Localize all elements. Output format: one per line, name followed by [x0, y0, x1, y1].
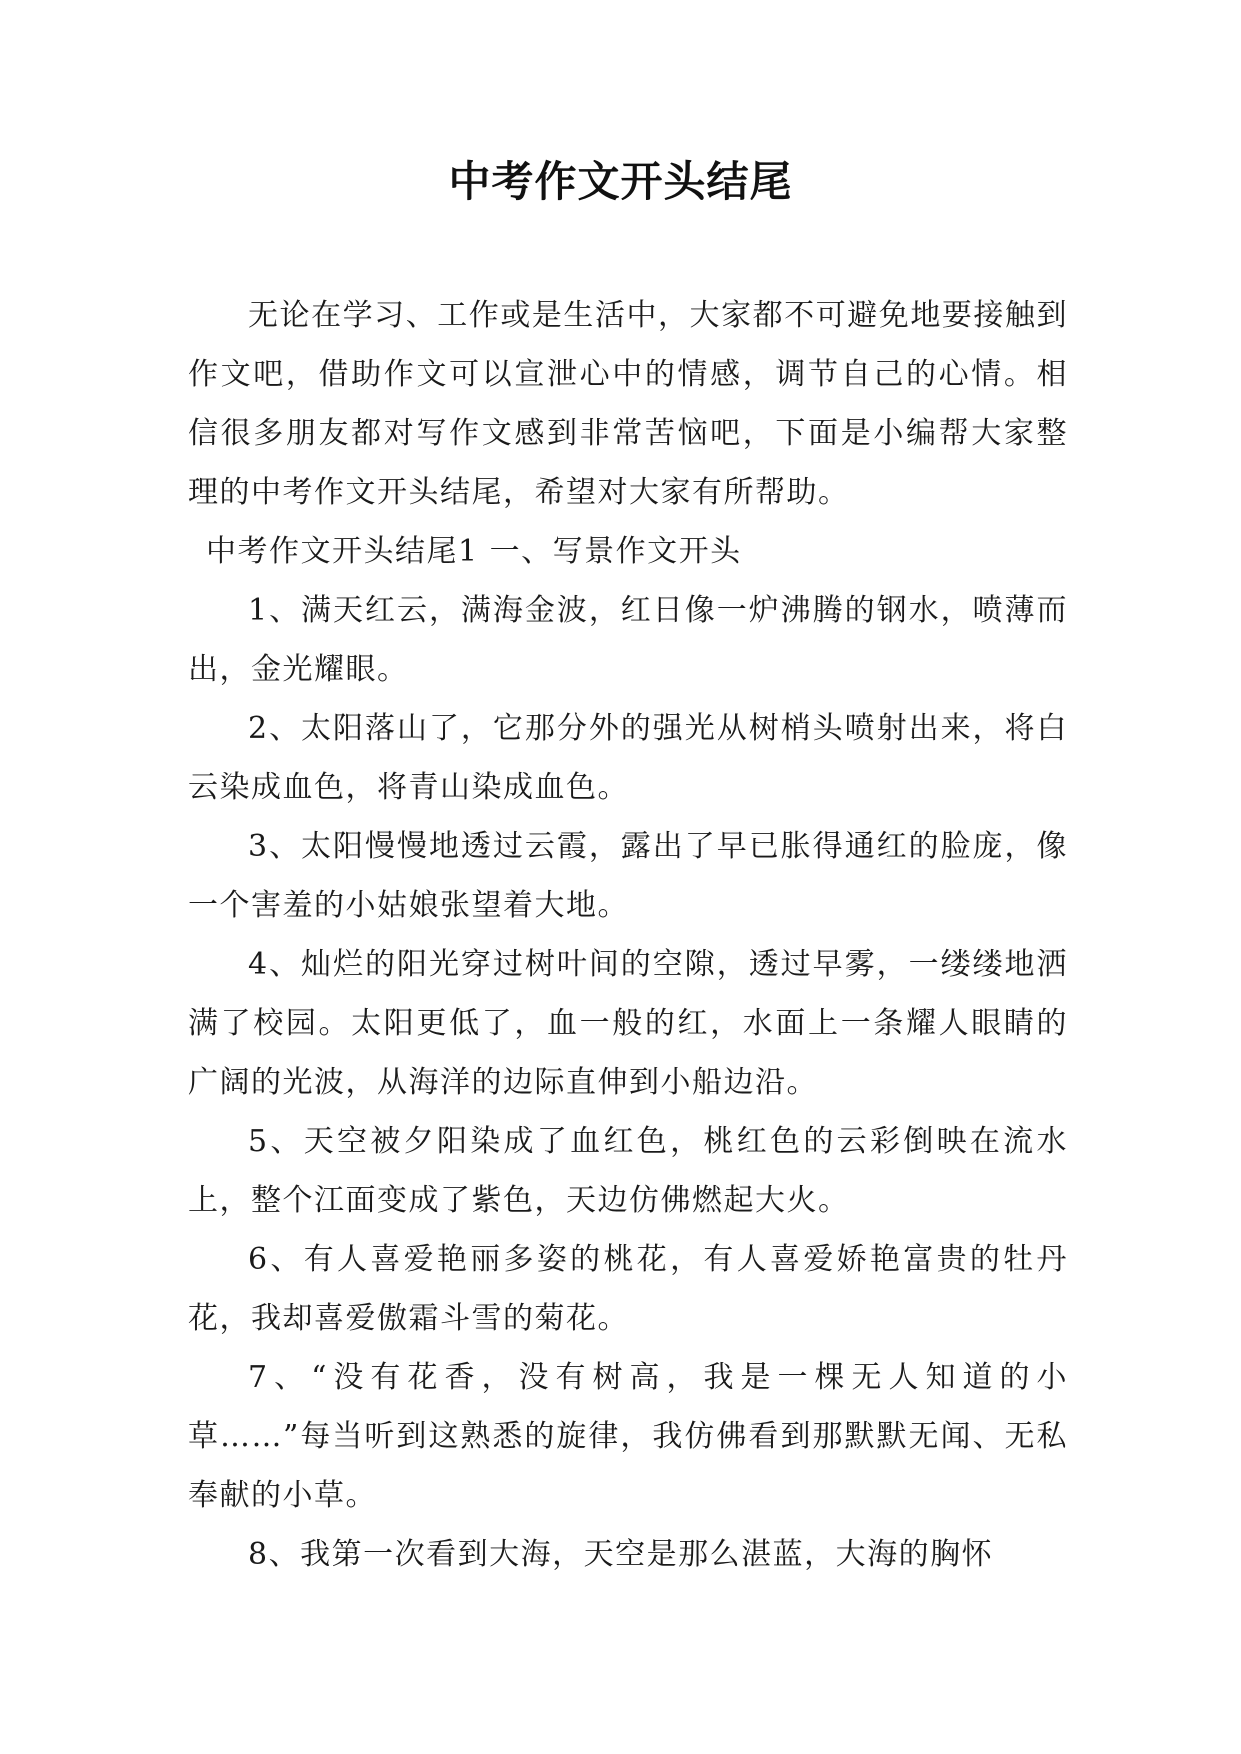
list-item: 6、有人喜爱艳丽多姿的桃花，有人喜爱娇艳富贵的牡丹花，我却喜爱傲霜斗雪的菊花。 [188, 1242, 1068, 1336]
list-item: 4、灿烂的阳光穿过树叶间的空隙，透过早雾，一缕缕地洒满了校园。太阳更低了，血一般的红，水面上一条耀人眼睛的广阔的光波，从海洋的边际直伸到小船边沿。 [188, 947, 1068, 1100]
document-title: 中考作文开头结尾 [448, 157, 793, 206]
intro-paragraph: 无论在学习、工作或是生活中，大家都不可避免地要接触到作文吧，借助作文可以宣泄心中的情感，调节自己的心情。相信很多朋友都对写作文感到非常苦恼吧，下面是小编帮大家整理的中考作文开头结尾，希望对大家有所帮助。 [188, 298, 1068, 510]
list-item: 3、太阳慢慢地透过云霞，露出了早已胀得通红的脸庞，像一个害羞的小姑娘张望着大地。 [188, 829, 1068, 923]
list-item: 1、满天红云，满海金波，红日像一炉沸腾的钢水，喷薄而出，金光耀眼。 [188, 593, 1068, 687]
list-item: 5、天空被夕阳染成了血红色，桃红色的云彩倒映在流水上，整个江面变成了紫色，天边仿佛燃起大火。 [188, 1124, 1068, 1218]
section-heading: 中考作文开头结尾1 一、写景作文开头 [206, 534, 742, 569]
list-item: 8、我第一次看到大海，天空是那么湛蓝，大海的胸怀 [248, 1537, 994, 1572]
list-item: 2、太阳落山了，它那分外的强光从树梢头喷射出来，将白云染成血色，将青山染成血色。 [188, 711, 1068, 805]
document-body [188, 286, 1068, 1584]
list-item: 7、“没有花香，没有树高，我是一棵无人知道的小草……”每当听到这熟悉的旋律，我仿佛看到那默默无闻、无私奉献的小草。 [188, 1360, 1068, 1513]
